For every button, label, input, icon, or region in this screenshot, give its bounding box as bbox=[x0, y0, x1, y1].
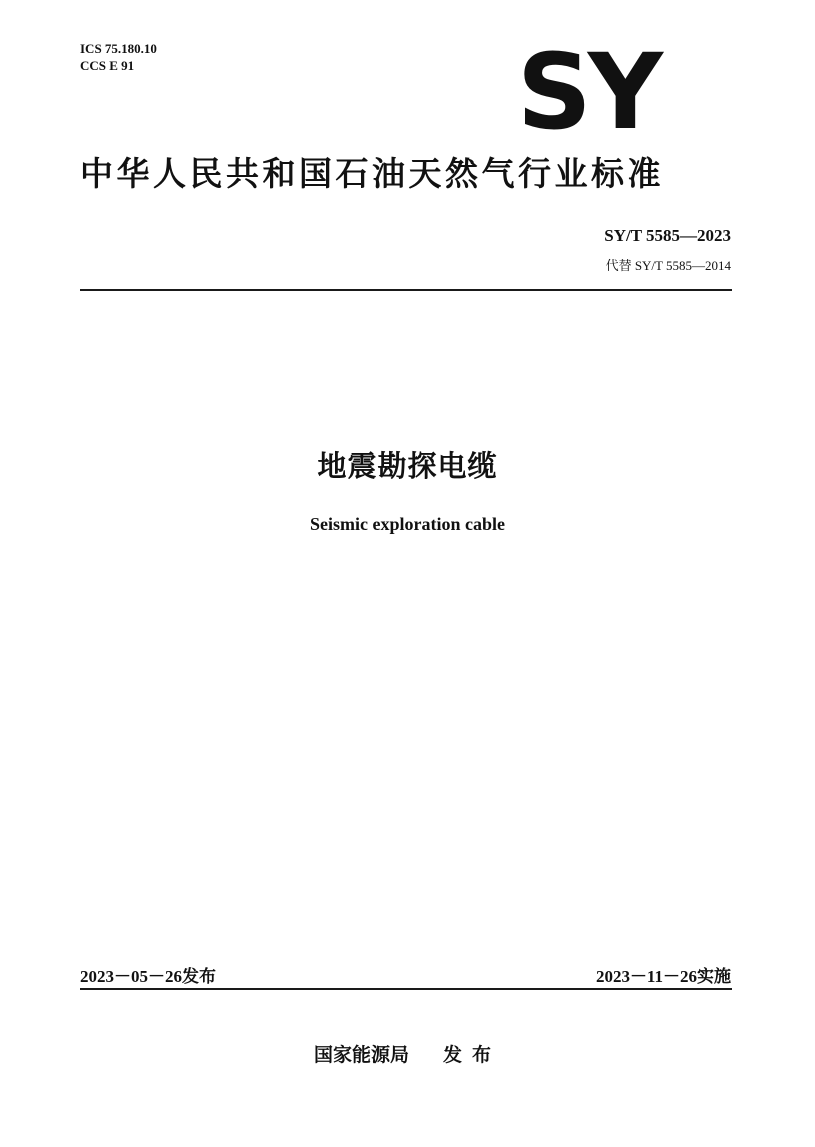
industry-standard-title: 中华人民共和国石油天然气行业标准 bbox=[80, 154, 664, 193]
publish-label: 发布 bbox=[182, 967, 216, 987]
publish-date-value: 2023－05－26 bbox=[80, 967, 182, 986]
ics-code: ICS 75.180.10 bbox=[80, 41, 157, 56]
implement-label: 实施 bbox=[697, 967, 731, 987]
implement-date bbox=[596, 962, 731, 987]
document-title-english: Seismic exploration cable bbox=[310, 514, 505, 534]
bottom-divider bbox=[80, 988, 732, 990]
issuer-name: 国家能源局 bbox=[313, 1044, 409, 1066]
implement-date-value: 2023－11－26 bbox=[595, 967, 697, 986]
classification-codes bbox=[80, 40, 157, 74]
sy-logo bbox=[508, 48, 668, 132]
issuer-action: 发布 bbox=[443, 1044, 502, 1066]
standard-number: SY/T 5585—2023 bbox=[604, 226, 731, 245]
issuer bbox=[0, 1040, 815, 1067]
ccs-code: CCS E 91 bbox=[80, 58, 135, 73]
top-divider bbox=[80, 289, 732, 291]
replaces-standard: 代替 SY/T 5585—2014 bbox=[605, 258, 731, 273]
document-title-chinese: 地震勘探电缆 bbox=[317, 449, 498, 483]
sy-logo-text: SY bbox=[516, 48, 660, 132]
publish-date bbox=[80, 962, 216, 987]
